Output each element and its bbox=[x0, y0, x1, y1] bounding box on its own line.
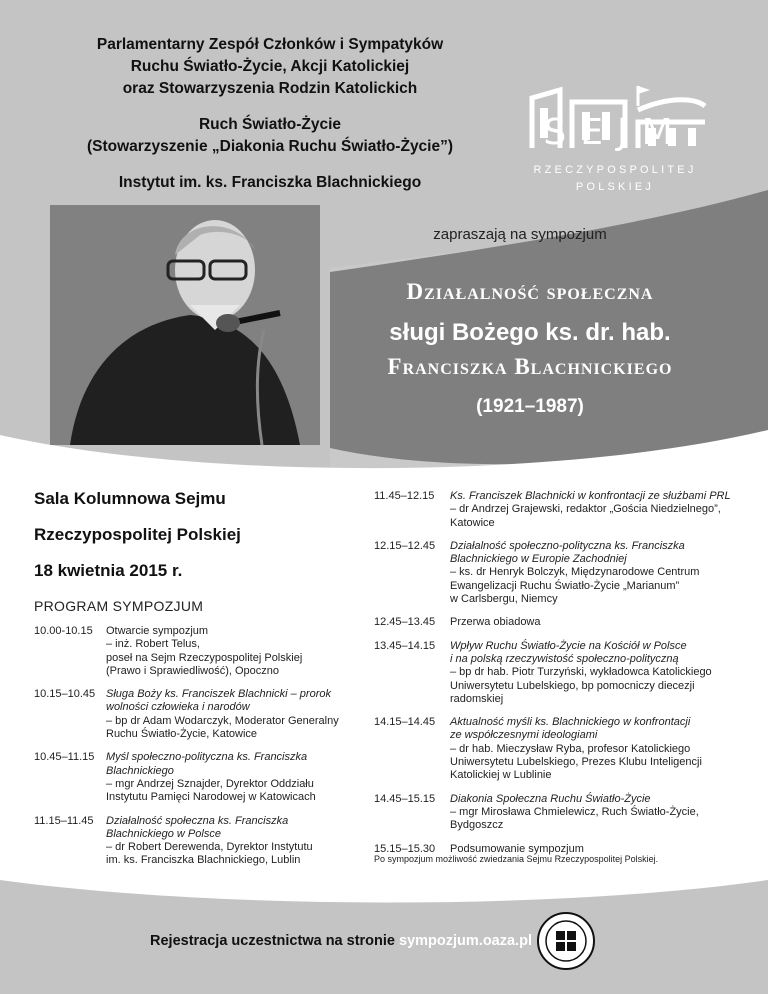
talk-title: Działalność społeczna ks. Franciszka Blachnickiego w Polsce bbox=[106, 814, 289, 840]
schedule-row bbox=[34, 751, 364, 804]
venue-line: Sala Kolumnowa Sejmu bbox=[34, 489, 226, 508]
schedule-row bbox=[374, 490, 744, 530]
sejm-logo-subtitle bbox=[520, 162, 710, 196]
sejm-logo-word: SEJM bbox=[543, 112, 687, 153]
venue-line: Rzeczypospolitej Polskiej bbox=[34, 525, 241, 544]
talk-speaker: – dr Robert Derewenda, Dyrektor Instytutu im. ks. Franciszka Blachnickiego, Lublin bbox=[106, 841, 313, 867]
schedule-time: 14.15–14.45 bbox=[374, 716, 436, 729]
schedule-right bbox=[374, 490, 744, 866]
schedule-time: 14.45–15.15 bbox=[374, 792, 436, 805]
talk-title: Działalność społeczno-polityczna ks. Franciszka Blachnickiego w Europie Zachodniej bbox=[450, 539, 685, 566]
organizer-line: Ruchu Światło-Życie, Akcji Katolickiej bbox=[130, 58, 410, 75]
talk-speaker: – dr hab. Mieczysław Ryba, profesor Katolickiego Uniwersytetu Lubelskiego, Prezes Klubu Inteligencji Katolickiej w Lublinie bbox=[450, 742, 702, 782]
title-years: (1921–1987) bbox=[476, 396, 584, 417]
schedule-row bbox=[34, 625, 364, 678]
talk-speaker: – bp dr Adam Wodarczyk, Moderator Generalny Ruchu Światło-Życie, Katowice bbox=[106, 714, 339, 741]
organizer-line: Parlamentarny Zespół Członków i Sympatyków bbox=[96, 36, 444, 53]
program-heading: PROGRAM SYMPOZJUM bbox=[34, 598, 204, 614]
talk-title: Sługa Boży ks. Franciszek Blachnicki – prorok wolności człowieka i narodów bbox=[106, 688, 331, 714]
schedule-time: 10.00-10.15 bbox=[34, 625, 93, 637]
organizer-line: oraz Stowarzyszenia Rodzin Katolickich bbox=[122, 80, 418, 97]
schedule-row bbox=[374, 540, 744, 606]
registration-text: Rejestracja uczestnictwa na stronie bbox=[150, 933, 395, 949]
talk-speaker: – ks. dr Henryk Bolczyk, Międzynarodowe Centrum Ewangelizacji Ruchu Światło-Życie „Marianum” w Carlsbergu, Niemcy bbox=[450, 566, 700, 606]
talk-speaker: – bp dr hab. Piotr Turzyński, wykładowca Katolickiego Uniwersytetu Lubelskiego, bp pomocniczy diecezji radomskiej bbox=[450, 666, 712, 705]
schedule-time: 13.45–14.15 bbox=[374, 639, 436, 652]
schedule-row bbox=[374, 616, 744, 629]
talk-speaker: Podsumowanie sympozjum bbox=[450, 842, 584, 855]
talk-speaker: – mgr Mirosława Chmielewicz, Ruch Światło-Życie, Bydgoszcz bbox=[450, 805, 699, 832]
talk-speaker: – mgr Andrzej Sznajder, Dyrektor Oddziału Instytutu Pamięci Narodowej w Katowicach bbox=[106, 777, 316, 804]
sejm-logo-sub-line: RZECZYPOSPOLITEJ bbox=[533, 164, 697, 176]
schedule-time: 10.15–10.45 bbox=[34, 688, 96, 701]
talk-title: Wpływ Ruchu Światło-Życie na Kościół w Polsce i na polską rzeczywistość społeczno-polityczną bbox=[450, 639, 687, 665]
sejm-logo-sub-line: POLSKIEJ bbox=[575, 181, 655, 193]
title-line-3: Franciszka Blachnickiego bbox=[387, 354, 673, 379]
portrait-photo bbox=[50, 205, 320, 445]
organizers bbox=[40, 34, 500, 194]
schedule-time: 12.45–13.45 bbox=[374, 616, 436, 629]
talk-title: Ks. Franciszek Blachnicki w konfrontacji ze służbami PRL bbox=[450, 490, 731, 502]
schedule-row bbox=[34, 815, 364, 868]
organizer-line: Ruch Światło-Życie bbox=[198, 116, 342, 133]
title-line-2: sługi Bożego ks. dr. hab. bbox=[389, 319, 671, 346]
schedule-row bbox=[374, 793, 744, 833]
talk-speaker: – dr Andrzej Grajewski, redaktor „Gościa Niedzielnego”, Katowice bbox=[450, 503, 721, 529]
schedule-time: 10.45–11.15 bbox=[34, 751, 95, 764]
organizer-line: (Stowarzyszenie „Diakonia Ruchu Światło-Życie”) bbox=[86, 138, 454, 155]
talk-title: Myśl społeczno-polityczna ks. Franciszka Blachnickiego bbox=[106, 751, 308, 777]
organizer-line: Instytut im. ks. Franciszka Blachnickiego bbox=[118, 174, 422, 191]
schedule-row bbox=[374, 640, 744, 706]
invitation-text: zapraszają na sympozjum bbox=[433, 226, 607, 243]
talk-speaker: Otwarcie sympozjum – inż. Robert Telus, poseł na Sejm Rzeczypospolitej Polskiej (Prawo i Sprawiedliwość), Opoczno bbox=[106, 625, 303, 677]
schedule-time: 15.15–15.30 bbox=[374, 842, 436, 855]
movement-seal-logo bbox=[536, 910, 596, 972]
event-date: 18 kwietnia 2015 r. bbox=[34, 561, 183, 580]
registration-link[interactable]: sympozjum.oaza.pl bbox=[399, 933, 532, 949]
registration-line bbox=[150, 933, 532, 949]
schedule-time: 12.15–12.45 bbox=[374, 539, 436, 552]
talk-title: Diakonia Społeczna Ruchu Światło-Życie bbox=[450, 792, 651, 805]
schedule-time: 11.15–11.45 bbox=[34, 814, 94, 827]
schedule-row bbox=[374, 716, 744, 782]
title-line-1: Działalność społeczna bbox=[406, 279, 654, 304]
talk-speaker: Przerwa obiadowa bbox=[450, 616, 541, 629]
visit-note: Po sympozjum możliwość zwiedzania Sejmu Rzeczypospolitej Polskiej. bbox=[374, 854, 659, 864]
schedule-row bbox=[34, 688, 364, 741]
symposium-title bbox=[330, 274, 730, 418]
schedule-time: 11.45–12.15 bbox=[374, 490, 435, 502]
venue-info bbox=[34, 487, 334, 595]
schedule-left bbox=[34, 625, 364, 878]
talk-title: Aktualność myśli ks. Blachnickiego w konfrontacji ze współczesnymi ideologiami bbox=[450, 716, 691, 742]
